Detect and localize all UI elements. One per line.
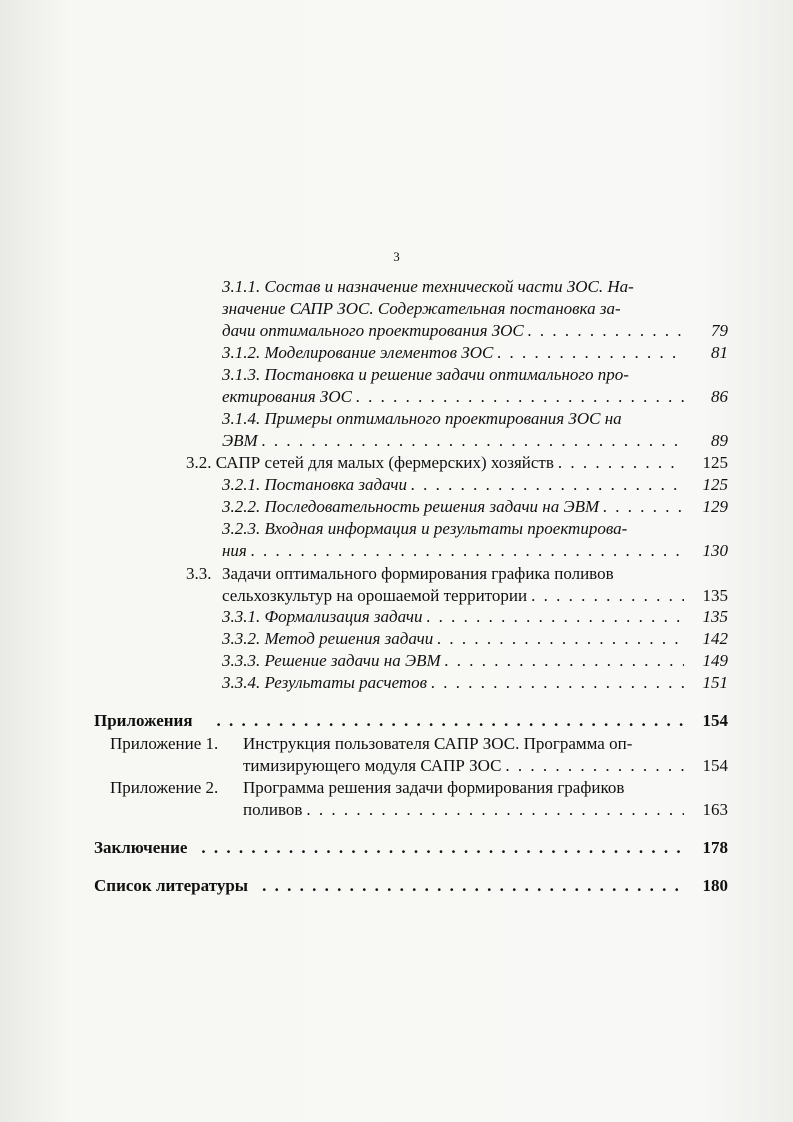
toc-page-number: 130 bbox=[702, 541, 728, 560]
toc-page-number: 163 bbox=[702, 800, 728, 819]
leader-dots bbox=[251, 540, 684, 562]
toc-entry-3-3-1[interactable] bbox=[222, 606, 728, 628]
leader-dots bbox=[306, 799, 684, 821]
toc-entry-title: поливов bbox=[243, 800, 303, 819]
toc-page-number: 129 bbox=[702, 497, 728, 516]
toc-entry-title: Список литературы bbox=[94, 876, 249, 895]
toc-page-number: 154 bbox=[702, 756, 728, 775]
toc-entry-3-3-3[interactable] bbox=[222, 650, 728, 672]
leader-dots bbox=[411, 474, 684, 496]
toc-entry-title: сельхозкультур на орошаемой территории bbox=[222, 586, 528, 605]
toc-entry-title: 3.3.3. Решение задачи на ЭВМ bbox=[222, 651, 441, 670]
toc-entry-3-1-1[interactable] bbox=[222, 276, 728, 342]
toc-entry-appendix-1[interactable] bbox=[243, 733, 728, 777]
toc-entry-line: 3.1.3. Постановка и решение задачи оптимального про- bbox=[222, 365, 629, 384]
leader-dots bbox=[356, 386, 684, 408]
toc-page-number: 86 bbox=[711, 387, 728, 406]
toc-entry-3-2-2[interactable] bbox=[222, 496, 728, 518]
leader-dots bbox=[531, 585, 684, 607]
toc-entry-title: тимизирующего модуля САПР ЗОС bbox=[243, 756, 502, 775]
leader-dots bbox=[528, 320, 684, 342]
leader-dots bbox=[497, 342, 684, 364]
toc-entry-title: Заключение bbox=[94, 838, 188, 857]
toc-entry-3-3[interactable] bbox=[222, 563, 728, 607]
leader-dots bbox=[445, 650, 684, 672]
toc-page-number: 180 bbox=[702, 876, 728, 895]
toc-entry-title: ЭВМ bbox=[222, 431, 258, 450]
toc-page-number: 125 bbox=[702, 475, 728, 494]
toc-page-number: 151 bbox=[702, 673, 728, 692]
toc-entry-title: ния bbox=[222, 541, 247, 560]
leader-dots bbox=[201, 837, 684, 859]
toc-entry-3-1-4[interactable] bbox=[222, 408, 728, 452]
toc-entry-3-2-3[interactable] bbox=[222, 518, 728, 562]
toc-entry-title: 3.3.1. Формализация задачи bbox=[222, 607, 423, 626]
leader-dots bbox=[217, 710, 684, 732]
toc-entry-line: Инструкция пользователя САПР ЗОС. Программа оп- bbox=[243, 734, 633, 753]
toc-entry-title: 3.3.4. Результаты расчетов bbox=[222, 673, 428, 692]
toc-page-number: 81 bbox=[711, 343, 728, 362]
appendix-label: Приложение 1. bbox=[110, 734, 219, 753]
toc-entry-title: ектирования ЗОС bbox=[222, 387, 352, 406]
leader-dots bbox=[505, 755, 684, 777]
toc-entry-title: 3.2.1. Постановка задачи bbox=[222, 475, 408, 494]
page-number: 3 bbox=[393, 249, 400, 264]
toc-page-number: 135 bbox=[702, 607, 728, 626]
toc-entry-title: 3.2. САПР сетей для малых (фермерских) хозяйств bbox=[186, 453, 554, 472]
toc-page-number: 154 bbox=[702, 711, 728, 730]
toc-entry-title: Приложения bbox=[94, 711, 193, 730]
toc-entry-3-1-2[interactable] bbox=[222, 342, 728, 364]
leader-dots bbox=[603, 496, 684, 518]
appendix-label: Приложение 2. bbox=[110, 778, 219, 797]
toc-page-number: 89 bbox=[711, 431, 728, 450]
toc-entry-line: Программа решения задачи формирования графиков bbox=[243, 778, 625, 797]
toc-entry-3-1-3[interactable] bbox=[222, 364, 728, 408]
leader-dots bbox=[262, 875, 684, 897]
toc-page-number: 125 bbox=[702, 453, 728, 472]
toc-entry-title: 3.1.2. Моделирование элементов ЗОС bbox=[222, 343, 494, 362]
leader-dots bbox=[427, 606, 685, 628]
toc-section-number: 3.3. bbox=[186, 564, 212, 583]
leader-dots bbox=[431, 672, 684, 694]
toc-entry-3-3-2[interactable] bbox=[222, 628, 728, 650]
toc-entry-3-3-4[interactable] bbox=[222, 672, 728, 694]
leader-dots bbox=[437, 628, 684, 650]
toc-entry-line: 3.1.1. Состав и назначение технической части ЗОС. На- bbox=[222, 277, 634, 296]
toc-entry-appendices[interactable] bbox=[94, 710, 728, 732]
toc-entry-line: 3.2.3. Входная информация и результаты проектирова- bbox=[222, 519, 628, 538]
toc-entry-3-2-1[interactable] bbox=[222, 474, 728, 496]
toc-entry-conclusion[interactable] bbox=[94, 837, 728, 859]
toc-entry-line: значение САПР ЗОС. Содержательная постановка за- bbox=[222, 299, 621, 318]
toc-page-number: 178 bbox=[702, 838, 728, 857]
toc-entry-title: 3.3.2. Метод решения задачи bbox=[222, 629, 434, 648]
toc-entry-title: дачи оптимального проектирования ЗОС bbox=[222, 321, 524, 340]
leader-dots bbox=[558, 452, 684, 474]
toc-entry-title: 3.2.2. Последовательность решения задачи на ЭВМ bbox=[222, 497, 600, 516]
toc-page-number: 142 bbox=[702, 629, 728, 648]
toc-entry-line: Задачи оптимального формирования графика поливов bbox=[222, 564, 614, 583]
toc-page-number: 79 bbox=[711, 321, 728, 340]
toc-entry-appendix-2[interactable] bbox=[243, 777, 728, 821]
toc-entry-line: 3.1.4. Примеры оптимального проектирования ЗОС на bbox=[222, 409, 622, 428]
toc-page-number: 135 bbox=[702, 586, 728, 605]
toc-entry-bibliography[interactable] bbox=[94, 875, 728, 897]
leader-dots bbox=[262, 430, 684, 452]
toc-entry-3-2[interactable] bbox=[186, 452, 728, 474]
toc-page-number: 149 bbox=[702, 651, 728, 670]
